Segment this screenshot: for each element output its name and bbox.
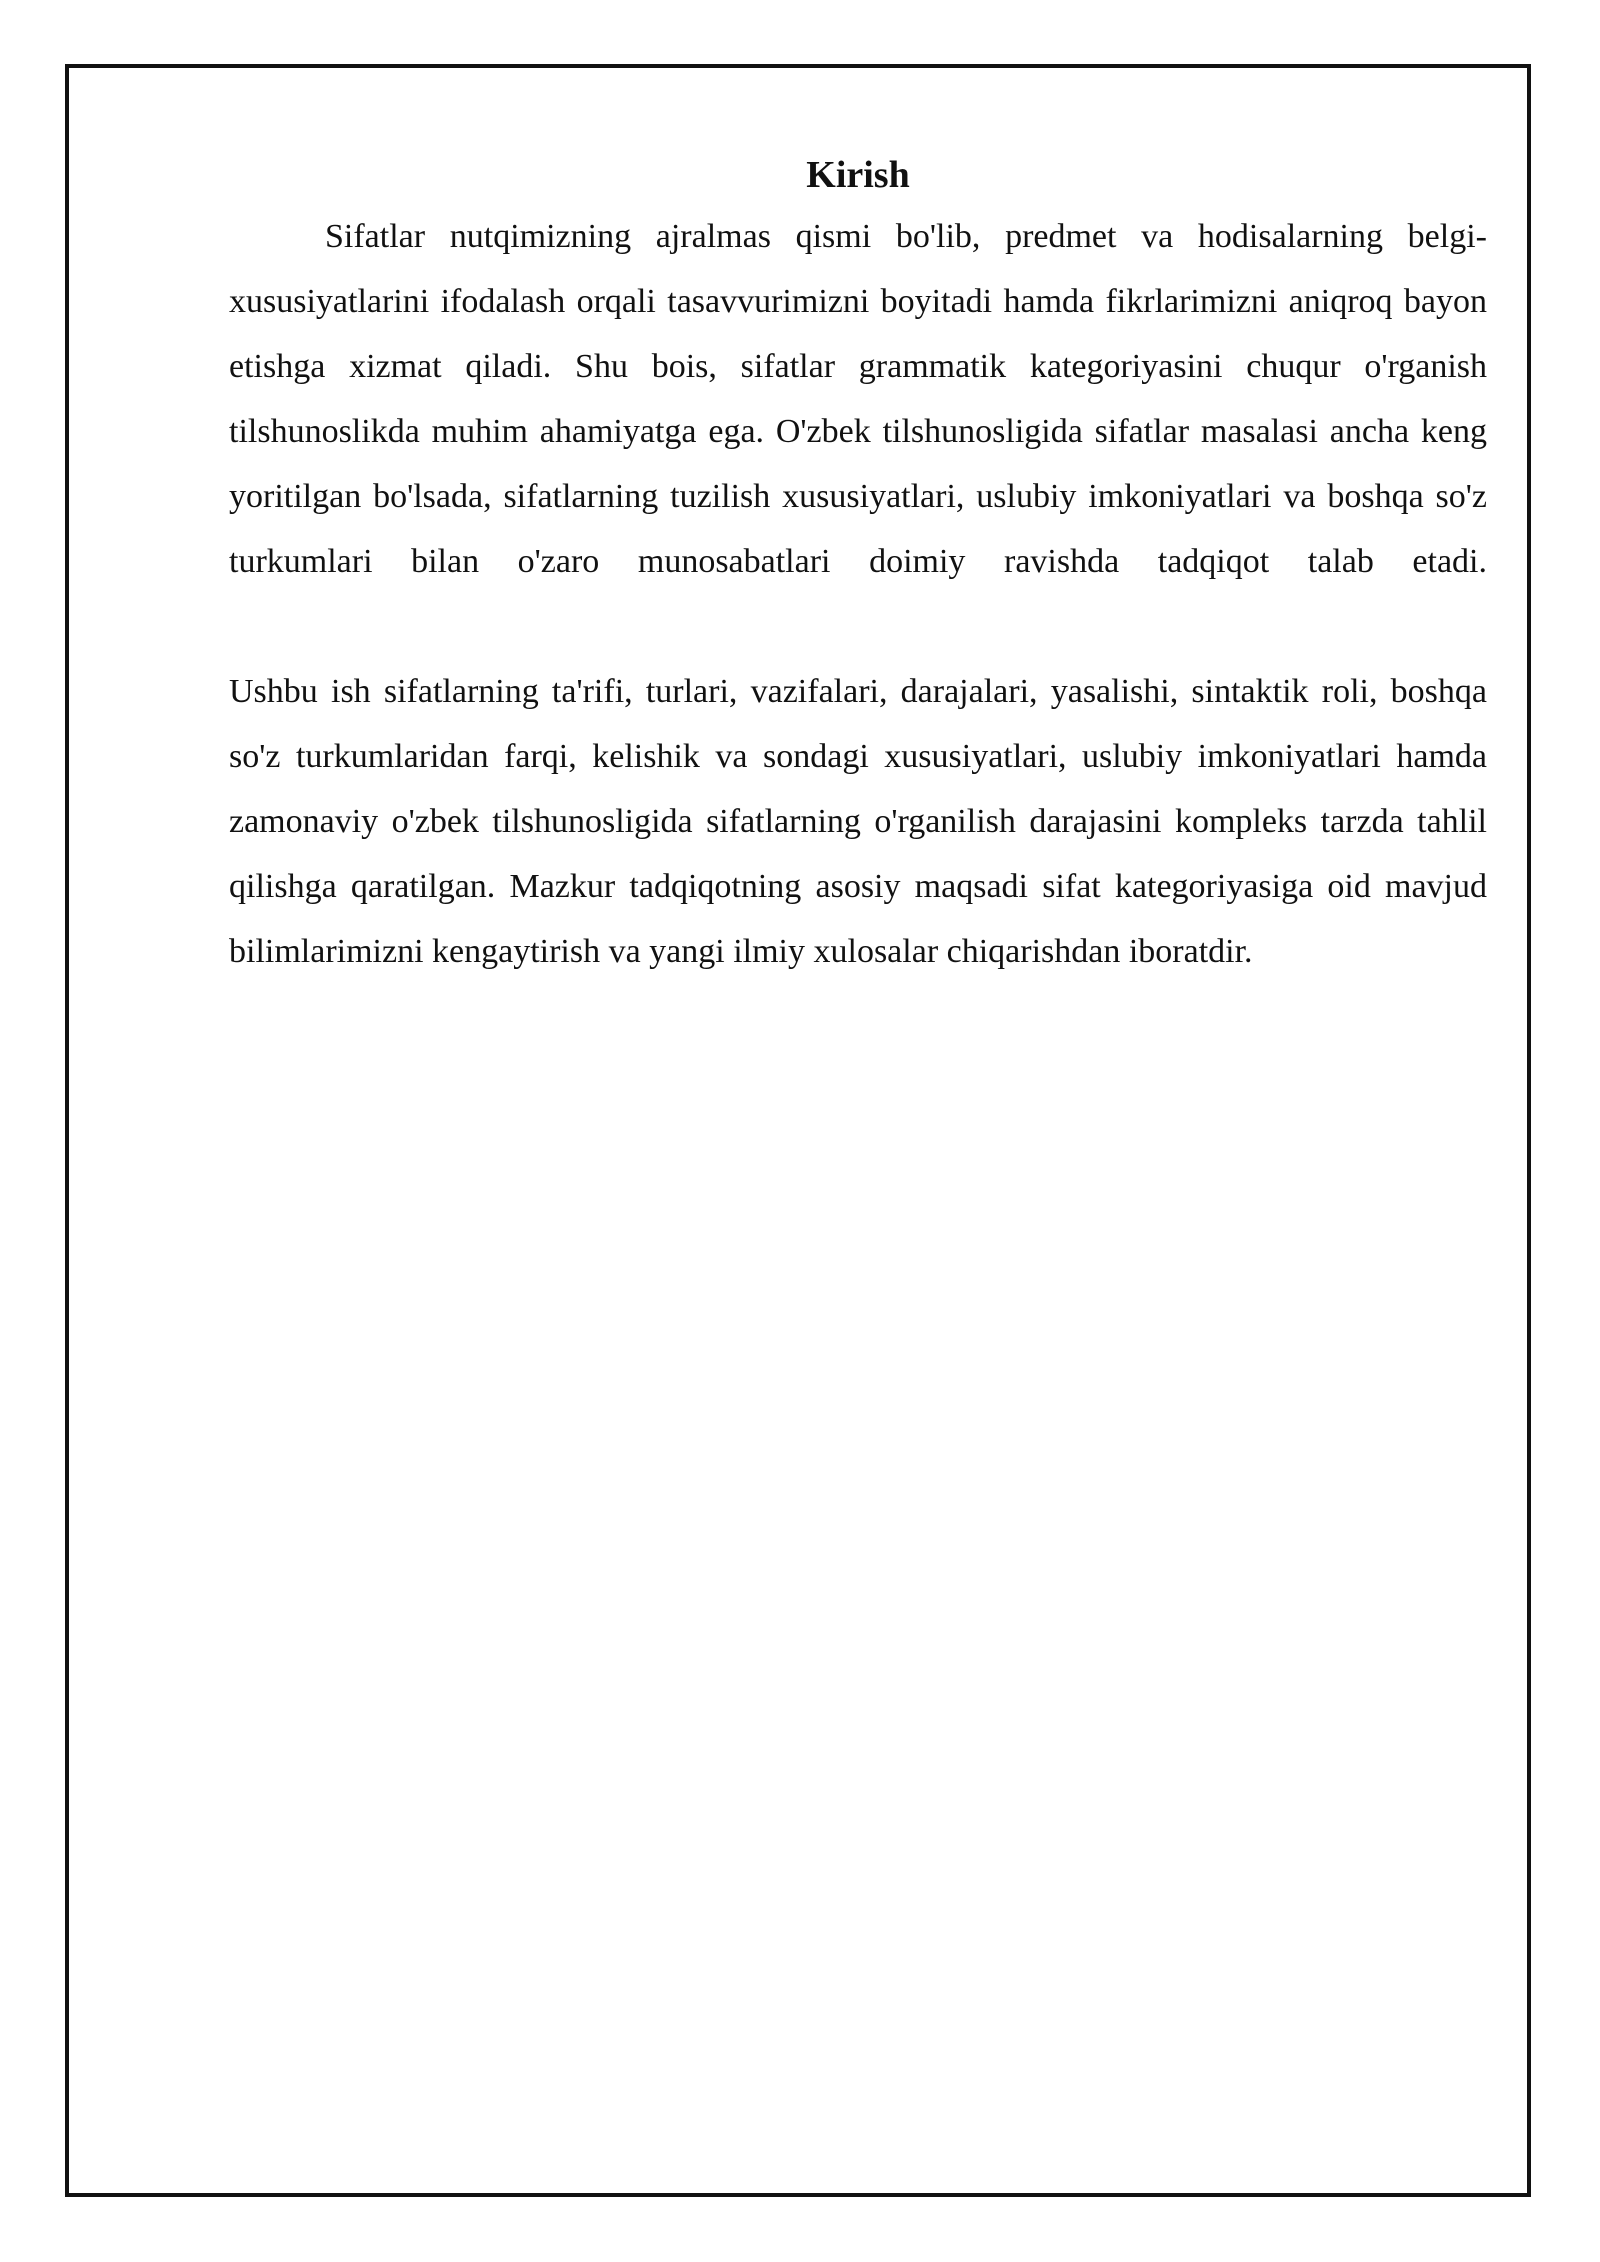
paragraph-2: Ushbu ish sifatlarning ta'rifi, turlari, vazifalari, darajalari, yasalishi, sintaktik roli, boshqa so'z turkumlaridan farqi, kelishik va sondagi xususiyatlari, uslubiy imkoniyatlari hamda zamonaviy o'zbek tilshunosligida sifatlarning o'rganilish darajasini kompleks tarzda tahlil qilishga qaratilgan. Mazkur tadqiqotning asosiy maqsadi sifat kategoriyasiga oid mavjud bilimlarimizni kengaytirish va yangi ilmiy xulosalar chiqarishdan iboratdir. (229, 673, 1487, 970)
paragraph-gap (229, 594, 1487, 659)
document-body (229, 150, 1487, 984)
paragraph-1: Sifatlar nutqimizning ajralmas qismi bo'lib, predmet va hodisalarning belgi-xususiyatlarini ifodalash orqali tasavvurimizni boyitadi hamda fikrlarimizni aniqroq bayon etishga xizmat qiladi. Shu bois, sifatlar grammatik kategoriyasini chuqur o'rganish tilshunoslikda muhim ahamiyatga ega. O'zbek tilshunosligida sifatlar masalasi ancha keng yoritilgan bo'lsada, sifatlarning tuzilish xususiyatlari, uslubiy imkoniyatlari va boshqa so'z turkumlari bilan o'zaro munosabatlari doimiy ravishda tadqiqot talab etadi. (229, 218, 1487, 580)
document-title: Kirish (806, 154, 910, 196)
